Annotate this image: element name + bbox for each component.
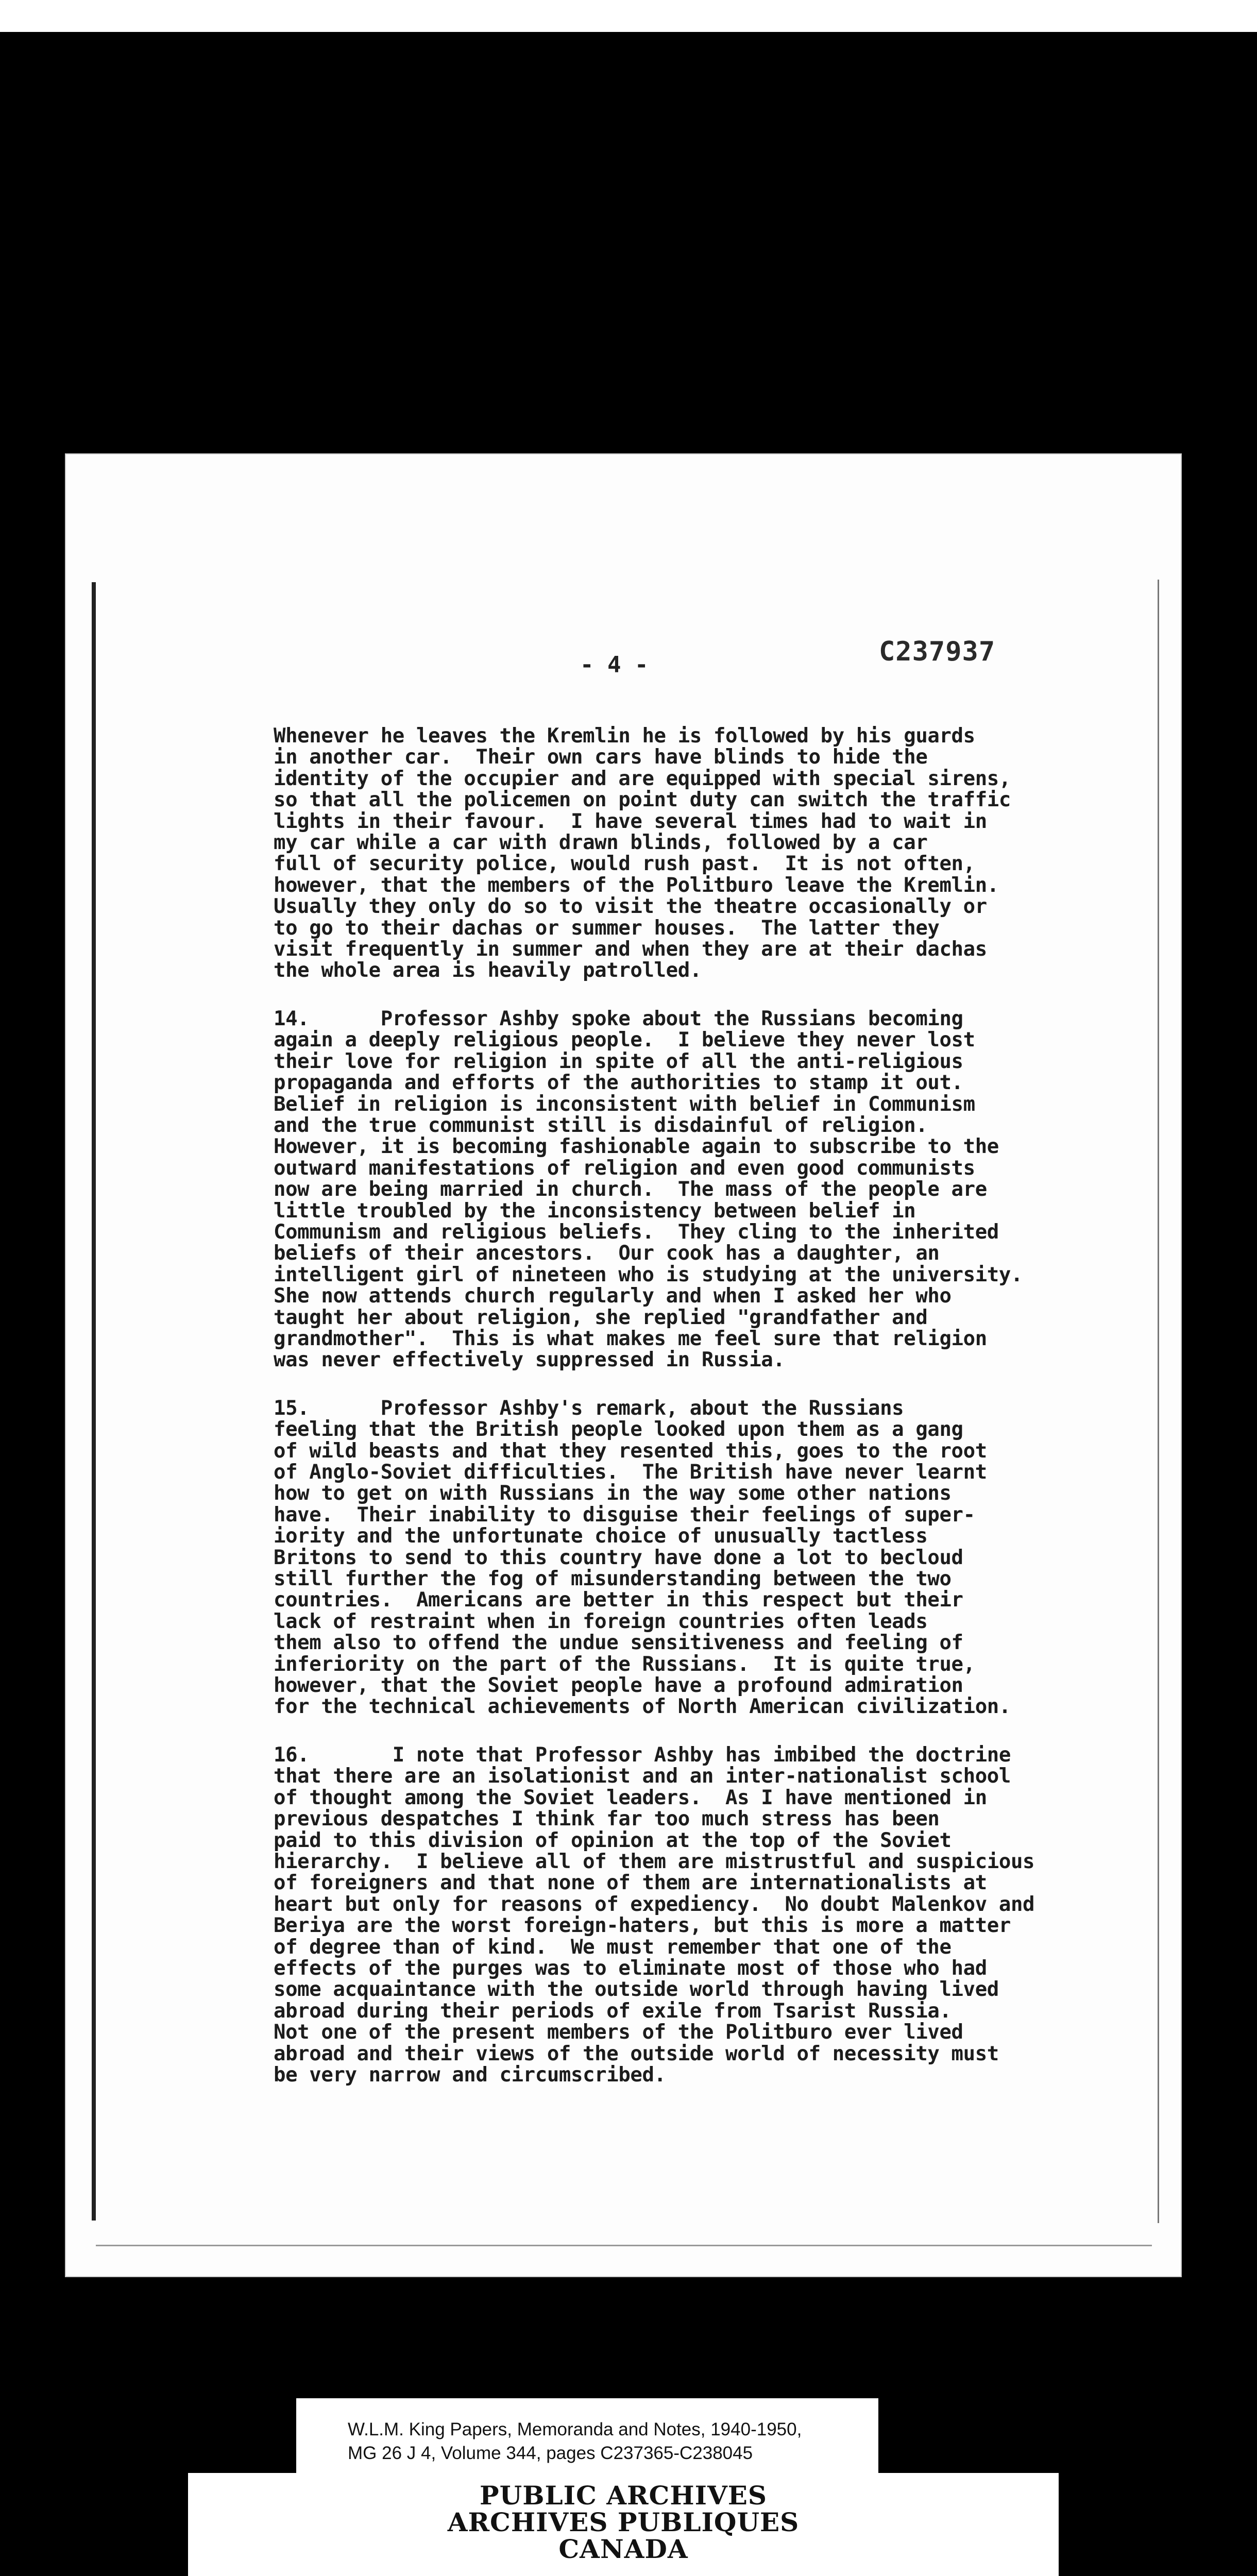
- text-line: of wild beasts and that they resented this, goes to the root: [274, 1439, 987, 1463]
- archives-stamp-line-3: CANADA: [558, 2534, 688, 2564]
- text-line: to go to their dachas or summer houses. The latter they: [274, 916, 940, 940]
- text-line: still further the fog of misunderstanding between the two: [274, 1567, 952, 1591]
- text-line: lights in their favour. I have several times had to wait in: [274, 809, 987, 833]
- top-margin-strip: [0, 0, 1257, 32]
- memo-body-text: [274, 725, 1180, 2112]
- text-line: However, it is becoming fashionable again to subscribe to the: [274, 1135, 999, 1159]
- text-line: Britons to send to this country have done a lot to becloud: [274, 1546, 963, 1569]
- text-line: of thought among the Soviet leaders. As I have mentioned in: [274, 1786, 987, 1809]
- archives-stamp-line-2: ARCHIVES PUBLIQUES: [447, 2507, 800, 2537]
- text-line: abroad and their views of the outside world of necessity must: [274, 2042, 999, 2065]
- page-bottom-edge: [96, 2245, 1152, 2246]
- text-line: She now attends church regularly and when I asked her who: [274, 1284, 952, 1308]
- text-line: Whenever he leaves the Kremlin he is followed by his guards: [274, 724, 975, 748]
- citation-line-1: W.L.M. King Papers, Memoranda and Notes, 1940-1950,: [348, 2419, 802, 2439]
- text-line: grandmother". This is what makes me feel sure that religion: [274, 1327, 987, 1350]
- text-line: in another car. Their own cars have blinds to hide the: [274, 745, 928, 769]
- text-line: effects of the purges was to eliminate most of those who had: [274, 1956, 987, 1980]
- text-line: hierarchy. I believe all of them are mistrustful and suspicious: [274, 1850, 1035, 1873]
- paragraph: [274, 1398, 1180, 1718]
- text-line: and the true communist still is disdainful of religion.: [274, 1113, 928, 1137]
- text-line: outward manifestations of religion and even good communists: [274, 1156, 975, 1180]
- page-number: - 4 -: [580, 652, 649, 678]
- text-line: was never effectively suppressed in Russia.: [274, 1348, 785, 1372]
- text-line: 16. I note that Professor Ashby has imbibed the doctrine: [274, 1743, 1011, 1767]
- text-line: little troubled by the inconsistency between belief in: [274, 1199, 916, 1223]
- text-line: be very narrow and circumscribed.: [274, 2063, 666, 2087]
- text-line: of foreigners and that none of them are internationalists at: [274, 1871, 987, 1895]
- text-line: of Anglo-Soviet difficulties. The British have never learnt: [274, 1461, 987, 1484]
- text-line: their love for religion in spite of all the anti-religious: [274, 1049, 963, 1073]
- document-id-stamp: C237937: [879, 636, 996, 667]
- text-line: full of security police, would rush past. It is not often,: [274, 852, 975, 876]
- text-line: visit frequently in summer and when they are at their dachas: [274, 938, 987, 961]
- text-line: that there are an isolationist and an inter-nationalist school: [274, 1765, 1011, 1788]
- text-line: for the technical achievements of North American civilization.: [274, 1695, 1011, 1719]
- paragraph: [274, 1008, 1180, 1371]
- text-line: however, that the members of the Politburo leave the Kremlin.: [274, 873, 999, 897]
- text-line: my car while a car with drawn blinds, followed by a car: [274, 831, 928, 855]
- paragraph: [274, 725, 1180, 981]
- text-line: heart but only for reasons of expediency. No doubt Malenkov and: [274, 1892, 1035, 1916]
- text-line: taught her about religion, she replied "grandfather and: [274, 1306, 928, 1329]
- text-line: previous despatches I think far too much stress has been: [274, 1807, 940, 1831]
- text-line: of degree than of kind. We must remember that one of the: [274, 1935, 952, 1959]
- text-line: Belief in religion is inconsistent with belief in Communism: [274, 1092, 975, 1116]
- document-page: [65, 453, 1182, 2277]
- text-line: Not one of the present members of the Politburo ever lived: [274, 2021, 963, 2044]
- text-line: feeling that the British people looked upon them as a gang: [274, 1418, 963, 1442]
- text-line: intelligent girl of nineteen who is studying at the university.: [274, 1263, 1023, 1286]
- text-line: have. Their inability to disguise their feelings of super-: [274, 1503, 975, 1527]
- text-line: beliefs of their ancestors. Our cook has a daughter, an: [274, 1242, 940, 1265]
- archive-footer: [0, 2277, 1257, 2576]
- text-line: Beriya are the worst foreign-haters, but this is more a matter: [274, 1914, 1011, 1938]
- text-line: inferiority on the part of the Russians. It is quite true,: [274, 1652, 975, 1676]
- text-line: lack of restraint when in foreign countries often leads: [274, 1609, 928, 1633]
- text-line: identity of the occupier and are equipped with special sirens,: [274, 767, 1011, 790]
- archives-stamp-line-1: PUBLIC ARCHIVES: [480, 2480, 767, 2511]
- text-line: how to get on with Russians in the way some other nations: [274, 1482, 952, 1505]
- text-line: again a deeply religious people. I believe they never lost: [274, 1028, 975, 1052]
- text-line: now are being married in church. The mass of the people are: [274, 1178, 987, 1201]
- citation-line-2: MG 26 J 4, Volume 344, pages C237365-C238045: [348, 2443, 753, 2463]
- text-line: 15. Professor Ashby's remark, about the Russians: [274, 1396, 904, 1420]
- text-line: propaganda and efforts of the authorities to stamp it out.: [274, 1071, 963, 1095]
- text-line: iority and the unfortunate choice of unusually tactless: [274, 1524, 928, 1548]
- text-line: paid to this division of opinion at the top of the Soviet: [274, 1828, 952, 1852]
- text-line: however, that the Soviet people have a profound admiration: [274, 1674, 963, 1698]
- text-line: Usually they only do so to visit the theatre occasionally or: [274, 895, 987, 919]
- text-line: Communism and religious beliefs. They cling to the inherited: [274, 1220, 999, 1244]
- text-line: them also to offend the undue sensitiveness and feeling of: [274, 1631, 963, 1655]
- citation-label: [296, 2398, 878, 2476]
- text-line: the whole area is heavily patrolled.: [274, 959, 702, 982]
- text-line: abroad during their periods of exile from Tsarist Russia.: [274, 1999, 952, 2023]
- text-line: 14. Professor Ashby spoke about the Russians becoming: [274, 1007, 963, 1030]
- text-line: some acquaintance with the outside world through having lived: [274, 1978, 999, 2002]
- text-line: so that all the policemen on point duty can switch the traffic: [274, 788, 1011, 812]
- page-left-shadow: [92, 582, 96, 2221]
- text-line: countries. Americans are better in this respect but their: [274, 1588, 963, 1612]
- public-archives-stamp: [188, 2473, 1059, 2576]
- paragraph: [274, 1744, 1180, 2086]
